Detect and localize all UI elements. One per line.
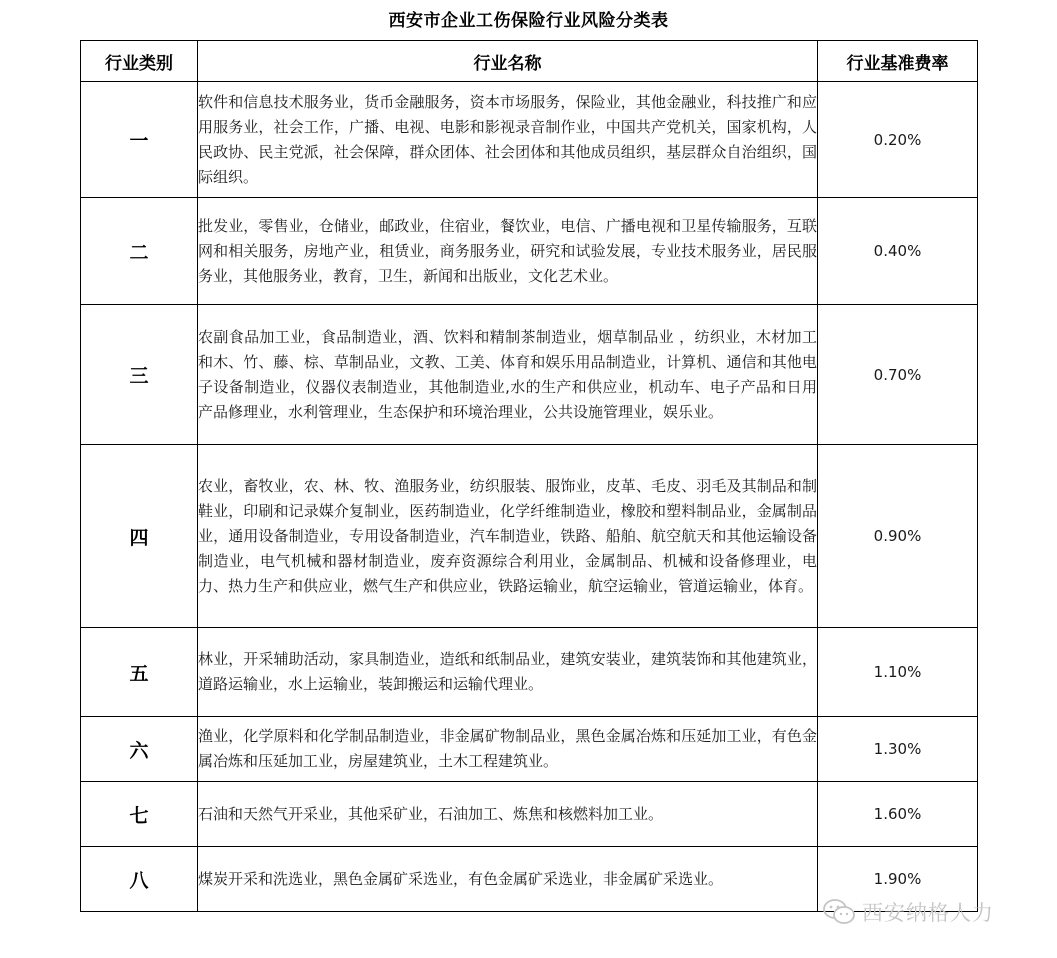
risk-classification-table (80, 40, 978, 912)
table-row (81, 782, 978, 847)
industry-names-cell: 农副食品加工业，食品制造业，酒、饮料和精制茶制造业，烟草制品业 ，纺织业，木材加工和木、竹、藤、棕、草制品业，文教、工美、体育和娱乐用品制造业，计算机、通信和其他电子设备制造业，仪器仪表制造业，其他制造业,水的生产和供应业，机动车、电子产品和日用产品修理业，水利管理业，生态保护和环境治理业，公共设施管理业，娱乐业。 (198, 305, 818, 445)
table-row (81, 82, 978, 198)
header-name: 行业名称 (198, 41, 818, 82)
category-cell: 四 (81, 445, 198, 628)
table-row (81, 198, 978, 305)
table-row (81, 717, 978, 782)
industry-names-cell: 煤炭开采和洗选业，黑色金属矿采选业，有色金属矿采选业，非金属矿采选业。 (198, 847, 818, 912)
table-row (81, 445, 978, 628)
rate-cell: 1.60% (818, 782, 978, 847)
table-row (81, 305, 978, 445)
category-cell: 五 (81, 628, 198, 717)
category-cell: 六 (81, 717, 198, 782)
industry-names-cell: 农业，畜牧业，农、林、牧、渔服务业，纺织服装、服饰业，皮革、毛皮、羽毛及其制品和制鞋业，印刷和记录媒介复制业，医药制造业，化学纤维制造业，橡胶和塑料制品业，金属制品业，通用设备制造业，专用设备制造业，汽车制造业，铁路、船舶、航空航天和其他运输设备制造业，电气机械和器材制造业，废弃资源综合利用业，金属制品、机械和设备修理业，电力、热力生产和供应业，燃气生产和供应业，铁路运输业，航空运输业，管道运输业，体育。 (198, 445, 818, 628)
table-row (81, 628, 978, 717)
category-cell: 一 (81, 82, 198, 198)
category-cell: 三 (81, 305, 198, 445)
header-rate: 行业基准费率 (818, 41, 978, 82)
header-category: 行业类别 (81, 41, 198, 82)
industry-names-cell: 林业，开采辅助活动，家具制造业，造纸和纸制品业，建筑安装业，建筑装饰和其他建筑业，道路运输业，水上运输业，装卸搬运和运输代理业。 (198, 628, 818, 717)
industry-names-cell: 渔业，化学原料和化学制品制造业，非金属矿物制品业，黑色金属冶炼和压延加工业，有色金属冶炼和压延加工业，房屋建筑业，土木工程建筑业。 (198, 717, 818, 782)
category-cell: 二 (81, 198, 198, 305)
industry-names-cell: 石油和天然气开采业，其他采矿业，石油加工、炼焦和核燃料加工业。 (198, 782, 818, 847)
page-title: 西安市企业工伤保险行业风险分类表 (388, 11, 669, 31)
industry-names-cell: 软件和信息技术服务业，货币金融服务，资本市场服务，保险业，其他金融业，科技推广和应用服务业，社会工作，广播、电视、电影和影视录音制作业，中国共产党机关，国家机构，人民政协、民主党派，社会保障，群众团体、社会团体和其他成员组织，基层群众自治组织，国际组织。 (198, 82, 818, 198)
watermark-text: 西安纳格人力 (862, 901, 994, 925)
rate-cell: 0.40% (818, 198, 978, 305)
rate-cell: 0.20% (818, 82, 978, 198)
rate-cell: 1.10% (818, 628, 978, 717)
rate-cell: 1.90% (818, 847, 978, 912)
category-cell: 八 (81, 847, 198, 912)
industry-names-cell: 批发业，零售业，仓储业，邮政业，住宿业，餐饮业，电信、广播电视和卫星传输服务，互联网和相关服务，房地产业，租赁业，商务服务业，研究和试验发展，专业技术服务业，居民服务业，其他服务业，教育，卫生，新闻和出版业，文化艺术业。 (198, 198, 818, 305)
rate-cell: 0.90% (818, 445, 978, 628)
rate-cell: 1.30% (818, 717, 978, 782)
table-header-row (81, 41, 978, 82)
watermark (822, 892, 994, 932)
category-cell: 七 (81, 782, 198, 847)
rate-cell: 0.70% (818, 305, 978, 445)
wechat-icon (822, 898, 856, 926)
